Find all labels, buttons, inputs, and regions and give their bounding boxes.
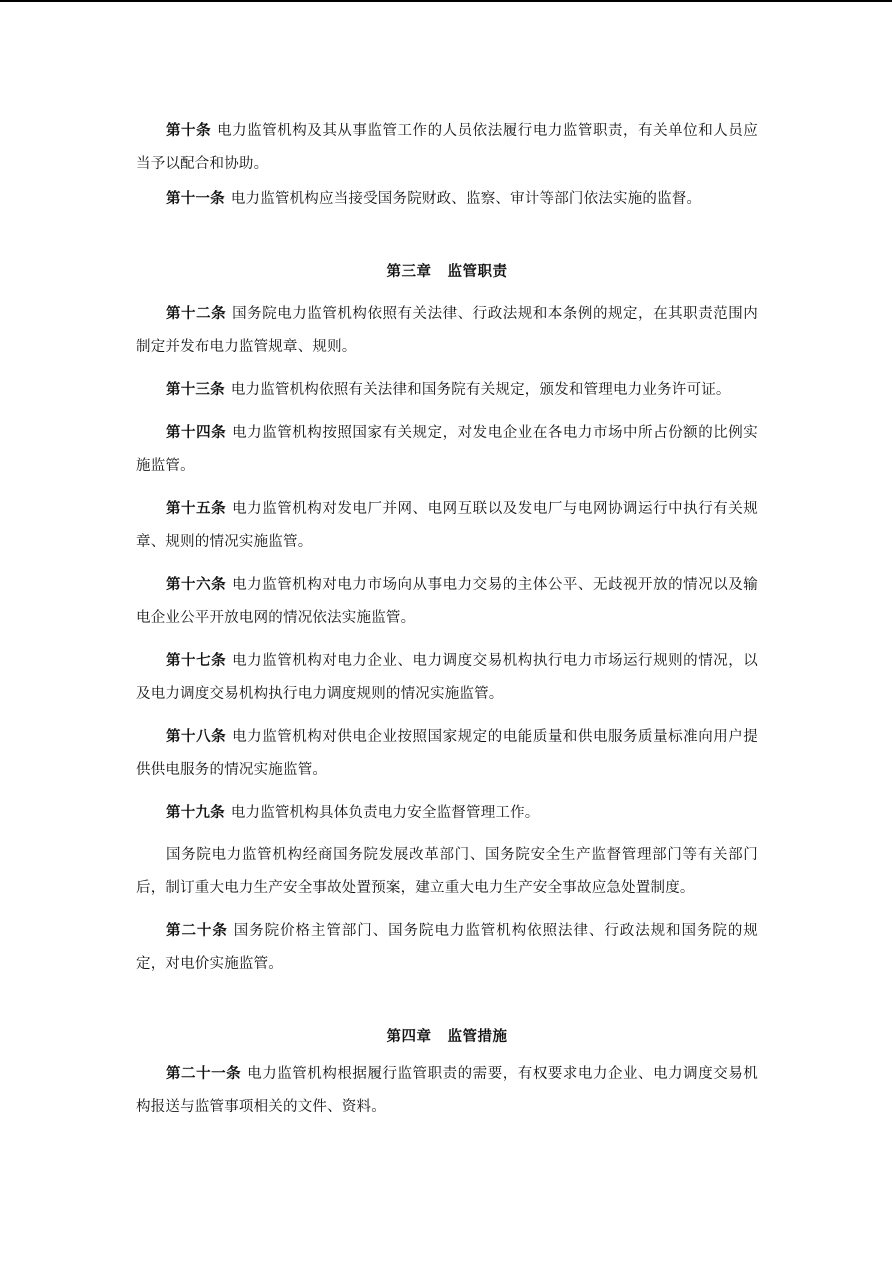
article-18 [136,720,758,787]
article-label: 第十九条 [166,804,225,821]
article-label: 第十二条 [166,305,227,322]
article-text: 电力监管机构及其从事监管工作的人员依法履行电力监管职责，有关单位和人员应当予以配合和协助。 [136,123,758,172]
article-15 [136,492,758,559]
chapter-4-heading [136,1020,758,1053]
article-12 [136,297,758,364]
article-text: 电力监管机构对电力市场向从事电力交易的主体公平、无歧视开放的情况以及输电企业公平开放电网的情况依法实施监管。 [136,577,758,626]
article-text: 国务院价格主管部门、国务院电力监管机构依照法律、行政法规和国务院的规定，对电价实施监管。 [136,923,758,972]
article-17 [136,644,758,711]
article-text: 电力监管机构应当接受国务院财政、监察、审计等部门依法实施的监督。 [230,191,702,207]
article-text: 电力监管机构具体负责电力安全监督管理工作。 [230,805,540,821]
article-text: 电力监管机构依照有关法律和国务院有关规定，颁发和管理电力业务许可证。 [230,382,731,398]
article-text: 电力监管机构根据履行监管职责的需要，有权要求电力企业、电力调度交易机构报送与监管事项相关的文件、资料。 [136,1066,759,1115]
article-21 [136,1057,758,1124]
article-13 [136,373,758,407]
article-label: 第十八条 [166,728,227,745]
article-10 [136,114,758,181]
article-label: 第十四条 [166,424,227,441]
article-label: 第十六条 [166,576,227,593]
article-text: 国务院电力监管机构依照有关法律、行政法规和本条例的规定，在其职责范围内制定并发布电力监管规章、规则。 [136,306,758,355]
article-label: 第十五条 [166,500,227,517]
page-top-border [0,0,892,2]
article-20 [136,914,758,981]
chapter-title: 监管措施 [447,1028,508,1045]
article-label: 第二十条 [166,922,228,939]
article-label: 第十三条 [166,381,225,398]
chapter-3-heading [136,255,758,288]
article-text: 电力监管机构按照国家有关规定，对发电企业在各电力市场中所占份额的比例实施监管。 [136,425,758,474]
chapter-number: 第三章 [386,263,432,280]
chapter-title: 监管职责 [447,263,508,280]
article-text: 电力监管机构对电力企业、电力调度交易机构执行电力市场运行规则的情况，以及电力调度交易机构执行电力调度规则的情况实施监管。 [136,653,758,702]
article-label: 第二十一条 [166,1065,242,1082]
article-label: 第十条 [166,122,212,139]
article-14 [136,416,758,483]
article-11 [136,182,758,216]
article-label: 第十七条 [166,652,227,669]
document-page [136,114,758,1124]
article-19 [136,796,758,830]
chapter-number: 第四章 [386,1028,432,1045]
article-19-paragraph-2: 国务院电力监管机构经商国务院发展改革部门、国务院安全生产监督管理部门等有关部门后，制订重大电力生产安全事故处置预案，建立重大电力生产安全事故应急处置制度。 [136,847,758,896]
article-text: 电力监管机构对供电企业按照国家规定的电能质量和供电服务质量标准向用户提供供电服务的情况实施监管。 [136,729,758,778]
article-text: 电力监管机构对发电厂并网、电网互联以及发电厂与电网协调运行中执行有关规章、规则的情况实施监管。 [136,501,758,550]
article-16 [136,568,758,635]
article-label: 第十一条 [166,190,225,207]
